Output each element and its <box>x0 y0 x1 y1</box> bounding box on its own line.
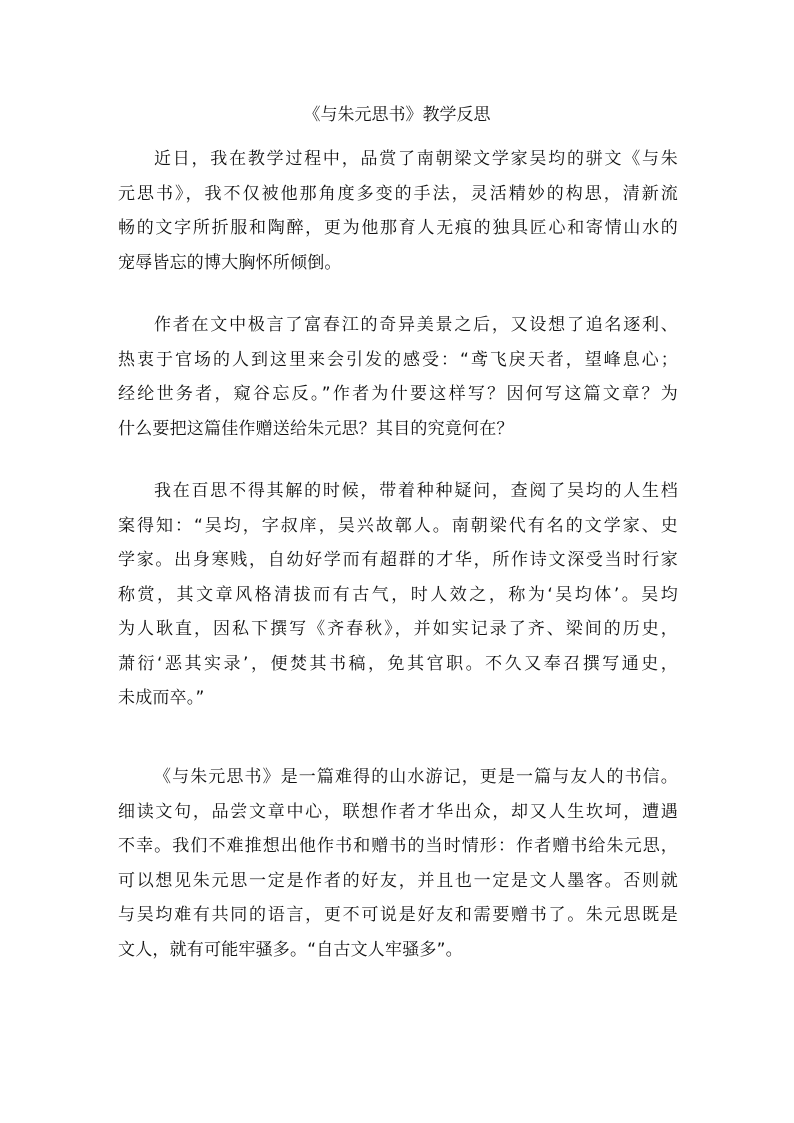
paragraph-line: 案得知：“吴均，字叔庠，吴兴故鄣人。南朝梁代有名的文学家、史 <box>118 515 678 536</box>
paragraph-1 <box>118 142 678 280</box>
paragraph-line: 萧衍‘恶其实录’，便焚其书稿，免其官职。不久又奉召撰写通史， <box>118 653 678 674</box>
paragraph-line: 未成而卒。” <box>118 688 205 708</box>
paragraph-line: 经纶世务者，窥谷忘反。”作者为什要这样写？因何写这篇文章？为 <box>118 384 678 404</box>
paragraph-line: 可以想见朱元思一定是作者的好友，并且也一定是文人墨客。否则就 <box>118 870 678 891</box>
paragraph-line: 《与朱元思书》是一篇难得的山水游记，更是一篇与友人的书信。 <box>154 767 678 787</box>
paragraph-line: 热衷于官场的人到这里来会引发的感受：“鸢飞戾天者，望峰息心； <box>118 349 678 370</box>
paragraph-line: 细读文句，品尝文章中心，联想作者才华出众，却又人生坎坷，遭遇 <box>118 801 678 822</box>
paragraph-line: 称赏，其文章风格清拔而有古气，时人效之，称为‘吴均体’。吴均 <box>118 584 678 605</box>
paragraph-line: 我在百思不得其解的时候，带着种种疑问，查阅了吴均的人生档 <box>154 481 678 501</box>
paragraph-line: 畅的文字所折服和陶醉，更为他那育人无痕的独具匠心和寄情山水的 <box>118 218 678 238</box>
paragraph-line: 与吴均难有共同的语言，更不可说是好友和需要赠书了。朱元思既是 <box>118 905 678 925</box>
paragraph-3 <box>118 474 678 716</box>
paragraph-line: 作者在文中极言了富春江的奇异美景之后，又设想了追名逐利、 <box>154 315 678 335</box>
paragraph-line: 什么要把这篇佳作赠送给朱元思？其目的究竟何在？ <box>118 418 514 439</box>
paragraph-line: 近日，我在教学过程中，品赏了南朝梁文学家吴均的骈文《与朱 <box>154 149 678 169</box>
paragraph-line: 元思书》，我不仅被他那角度多变的手法，灵活精妙的构思，清新流 <box>118 183 678 204</box>
paragraph-line: 文人，就有可能牢骚多。“自古文人牢骚多”。 <box>118 939 463 960</box>
paragraph-line: 为人耿直，因私下撰写《齐春秋》，并如实记录了齐、梁间的历史， <box>118 619 678 639</box>
paragraph-line: 不幸。我们不难推想出他作书和赠书的当时情形：作者赠书给朱元思， <box>118 836 678 856</box>
paragraph-line: 宠辱皆忘的博大胸怀所倾倒。 <box>118 252 342 273</box>
paragraph-4 <box>118 760 678 967</box>
document-title: 《与朱元思书》教学反思 <box>303 105 491 125</box>
paragraph-line: 学家。出身寒贱，自幼好学而有超群的才华，所作诗文深受当时行家 <box>118 550 678 570</box>
paragraph-2 <box>118 308 678 446</box>
